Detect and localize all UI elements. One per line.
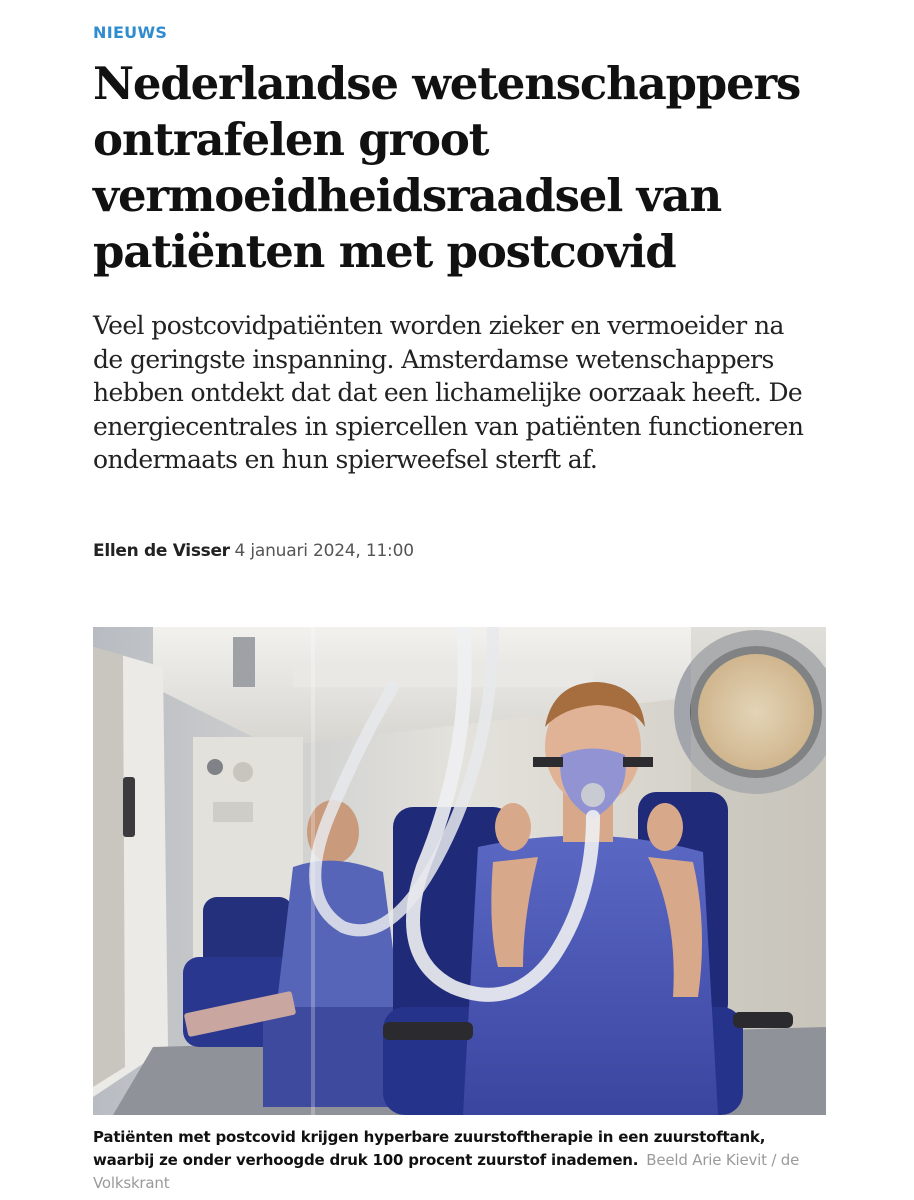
photo-credit: Beeld Arie Kievit / de Volkskrant [93, 1151, 800, 1192]
photo-illustration [93, 627, 826, 1115]
publish-date: 4 januari 2024, 11:00 [234, 541, 414, 561]
caption-text: Patiënten met postcovid krijgen hyperbare zuurstoftherapie in een zuurstoftank, waarbij ze onder verhoogde druk 100 procent zuurstof inademen. [93, 1128, 766, 1169]
photo-caption [93, 1126, 828, 1195]
author-name[interactable]: Ellen de Visser [93, 541, 230, 561]
article-photo[interactable] [93, 627, 826, 1115]
lead-paragraph: Veel postcovidpatiënten worden zieker en vermoeider na de geringste inspanning. Amsterdamse wetenschappers hebben ontdekt dat dat een lichamelijke oorzaak heeft. De energiecentrales in spiercellen van patiënten functioneren ondermaats en hun spierweefsel sterft af. [93, 311, 804, 474]
byline [93, 540, 414, 562]
section-label[interactable]: NIEUWS [93, 23, 168, 42]
headline: Nederlandse wetenschappers ontrafelen groot vermoeidheidsraadsel van patiënten met postcovid [93, 57, 801, 278]
